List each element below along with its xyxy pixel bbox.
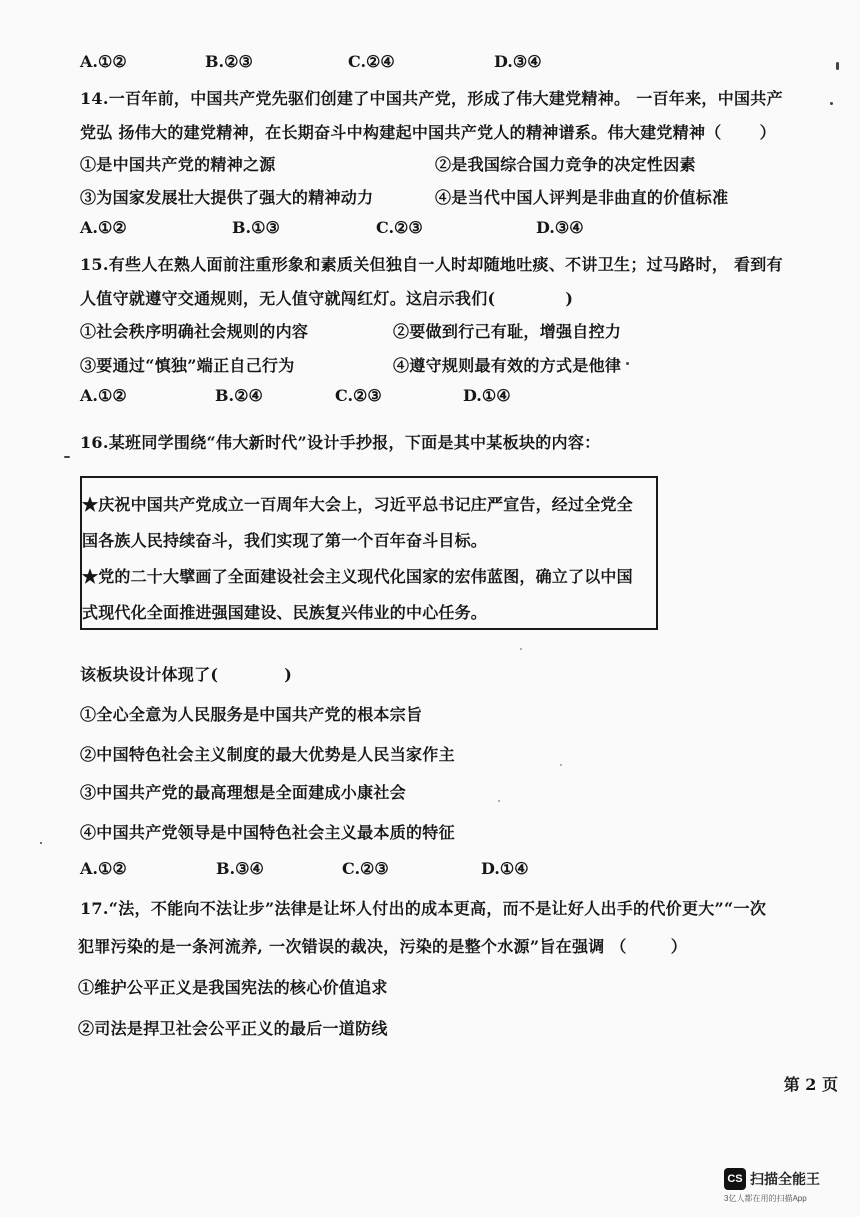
q16-option-d: D.①④ <box>481 859 529 878</box>
scan-speck <box>40 842 42 844</box>
q15-option-b: B.②④ <box>215 386 263 405</box>
scan-speck <box>498 800 500 802</box>
q14-statement-4: ④是当代中国人评判是非曲直的价值标准 <box>435 188 729 207</box>
q15-stem-text: 人值守就遵守交通规则，无人值守就闯红灯。这启示我们( <box>80 289 496 308</box>
scan-speck <box>836 62 839 70</box>
q14-options <box>80 218 780 240</box>
q16-option-b: B.③④ <box>216 859 264 878</box>
q14-option-c: C.②③ <box>376 218 423 237</box>
q15-option-d: D.①④ <box>463 386 511 405</box>
q13-option-d: D.③④ <box>494 52 542 71</box>
q16-statement-1: ①全心全意为人民服务是中国共产党的根本宗旨 <box>80 705 423 724</box>
q16-statement-4: ④中国共产党领导是中国特色社会主义最本质的特征 <box>80 823 455 842</box>
camscanner-logo-icon: CS <box>724 1168 746 1190</box>
q14-option-a: A.①② <box>80 218 127 237</box>
q15-statement-3: ③要通过“慎独”端正自己行为 <box>80 356 295 375</box>
q16-box-line-4: 式现代化全面推进强国建设、民族复兴伟业的中心任务。 <box>82 603 488 622</box>
q14-close-paren: ） <box>759 123 776 142</box>
q13-option-c: C.②④ <box>348 52 395 71</box>
q16-stem: 16.某班同学围绕“伟大新时代”设计手抄报，下面是其中某板块的内容： <box>80 433 601 452</box>
q15-option-a: A.①② <box>80 386 127 405</box>
q16-box-line-3: ★党的二十大擘画了全面建设社会主义现代化国家的宏伟蓝图，确立了以中国 <box>82 567 633 586</box>
q15-statement-2: ②要做到行己有耻，增强自控力 <box>393 322 622 341</box>
q13-option-a: A.①② <box>80 52 127 71</box>
q15-close-paren: ) <box>565 289 574 308</box>
q15-statement-1: ①社会秩序明确社会规则的内容 <box>80 322 309 341</box>
scan-speck <box>830 102 833 105</box>
page-number: 第 2 页 <box>783 1075 838 1094</box>
q16-options <box>80 859 780 881</box>
q14-statement-3: ③为国家发展壮大提供了强大的精神动力 <box>80 188 374 207</box>
scan-speck <box>626 362 629 365</box>
q15-options <box>80 386 780 408</box>
q16-close-paren: ) <box>284 665 293 684</box>
q16-statement-2: ②中国特色社会主义制度的最大优势是人民当家作主 <box>80 745 455 764</box>
q17-stem-line-2 <box>78 934 687 957</box>
q16-option-a: A.①② <box>80 859 127 878</box>
q15-stem-line-1: 15.有些人在熟人面前注重形象和素质关但独自一人时却随地吐痰、不讲卫生；过马路时， 看到有 <box>80 255 783 274</box>
q16-box-line-2: 国各族人民持续奋斗，我们实现了第一个百年奋斗目标。 <box>82 531 488 550</box>
q17-statement-1: ①维护公平正义是我国宪法的核心价值追求 <box>78 978 388 997</box>
q13-option-b: B.②③ <box>205 52 253 71</box>
scan-speck <box>560 764 562 766</box>
q14-stem-line-2 <box>80 120 776 143</box>
q14-option-b: B.①③ <box>232 218 280 237</box>
q16-box-line-1: ★庆祝中国共产党成立一百周年大会上，习近平总书记庄严宣告，经过全党全 <box>82 495 633 514</box>
q16-option-c: C.②③ <box>342 859 389 878</box>
q15-stem-line-2 <box>80 286 573 309</box>
q14-stem-text: 党弘 扬伟大的建党精神，在长期奋斗中构建起中国共产党人的精神谱系。伟大建党精神（ <box>80 123 722 142</box>
scanner-watermark <box>724 1168 842 1208</box>
q17-statement-2: ②司法是捍卫社会公平正义的最后一道防线 <box>78 1019 388 1038</box>
scan-speck <box>64 456 70 458</box>
scan-speck <box>520 648 522 650</box>
q17-close-paren: ） <box>670 937 688 956</box>
q16-question-text: 该板块设计体现了( <box>80 665 219 684</box>
q15-option-c: C.②③ <box>335 386 382 405</box>
watermark-app-name: 扫描全能王 <box>750 1171 820 1187</box>
q14-statement-2: ②是我国综合国力竞争的决定性因素 <box>435 155 696 174</box>
q13-options <box>80 52 780 74</box>
q15-statement-4: ④遵守规则最有效的方式是他律 <box>393 356 622 375</box>
watermark-tagline: 3亿人都在用的扫描App <box>724 1194 807 1203</box>
q17-stem-line-1: 17.“法，不能向不法让步”法律是让坏人付出的成本更高，而不是让好人出手的代价更大”“一次 <box>80 899 767 918</box>
q14-statement-1: ①是中国共产党的精神之源 <box>80 155 276 174</box>
q16-statement-3: ③中国共产党的最高理想是全面建成小康社会 <box>80 783 407 802</box>
q17-stem-text: 犯罪污染的是一条河流养, 一次错误的裁决，污染的是整个水源”旨在强调 （ <box>78 937 627 956</box>
q16-content-box <box>80 476 658 630</box>
q14-option-d: D.③④ <box>536 218 584 237</box>
q16-question <box>80 662 292 685</box>
q14-stem-line-1: 14.一百年前，中国共产党先驱们创建了中国共产党，形成了伟大建党精神。 一百年来，中国共产 <box>80 89 783 108</box>
